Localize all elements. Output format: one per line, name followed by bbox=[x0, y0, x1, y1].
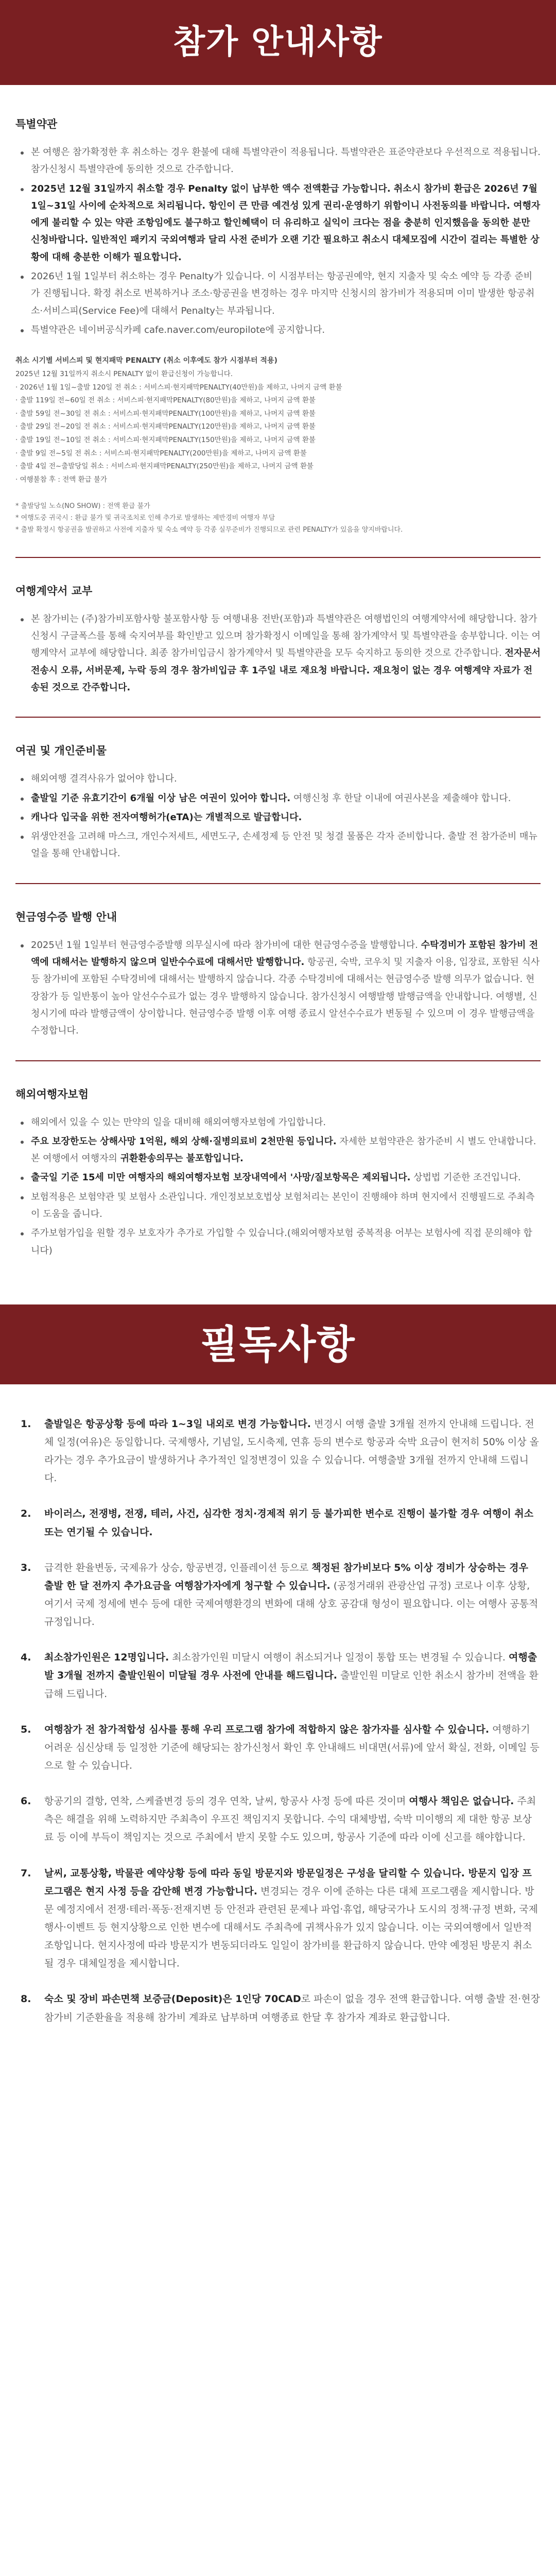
penalty-line: · 출발 59일 전~30일 전 취소 : 서비스피·현지패막PENALTY(100만원)을 제하고, 나머지 금액 환불 bbox=[15, 409, 316, 418]
list-item: 출국일 기준 15세 미만 여행자의 해외여행자보험 보장내역에서 '사망/질보항목은 제외됩니다. 상법법 기준한 조건입니다. bbox=[15, 1169, 541, 1186]
special-terms-title: 특별약관 bbox=[15, 118, 58, 130]
contract-section bbox=[15, 557, 541, 696]
penalty-notes bbox=[15, 500, 541, 536]
penalty-table-title: 취소 시기별 서비스피 및 현지패막 PENALTY (취소 이후에도 참가 시점부터 적용) bbox=[15, 357, 277, 365]
special-terms-section bbox=[15, 116, 541, 536]
penalty-table bbox=[15, 354, 541, 486]
passport-list bbox=[15, 770, 541, 862]
header-banner bbox=[0, 0, 556, 85]
notice-item: 6. 항공기의 결항, 연착, 스케쥴변경 등의 경우 연착, 날씨, 항공사 사정 등에 따른 것이며 여행사 책임은 없습니다. 주최측은 해결을 위해 노력하지만 주최측이 우프진 책임지지 못합니다. 수익 대체방법, 숙박 미이행의 제 대한 항공 보상료 등 이에 부득이 책임지는 것으로 주최에서 받지 못할 수도 있으며, 항공사 기준에 따라 이에 신고를 해야합니다. bbox=[21, 1795, 536, 1843]
notice-item: 5. 여행참가 전 참가적합성 심사를 통해 우리 프로그램 참가에 적합하지 않은 참가자를 심사할 수 있습니다. 여행하기 어려운 심신상태 등 일정한 기준에 해당되는 참가신청서 확인 후 안내해드 비대면(서류)에 앞서 확실, 전화, 이메일 등으로 할 수 있습니다. bbox=[21, 1723, 540, 1772]
list-item: 본 여행은 참가확정한 후 취소하는 경우 환불에 대해 특별약관이 적용됩니다. 특별약관은 표준약관보다 우선적으로 적용됩니다. 참가신청시 특별약관에 동의한 것으로 간주합니다. bbox=[15, 144, 541, 178]
list-item: 2025년 12월 31일까지 취소할 경우 Penalty 없이 납부한 액수 전액환급 가능합니다. 취소시 참가비 환급은 2026년 7월 1일~31일 사이에 순차적으로 처리됩니다. 항인이 큰 만큼 예견성 있게 권리·운영하기 위함이니 사전동의를 바랍니다. 여행자에게 불리할 수 있는 약관 조항임에도 불구하고 할인혜택이 더 유리하고 실익이 크다는 점을 충분히 인지했음을 동의한 분만 신청바랍니다. 일반적인 패키지 국외여행과 달리 사전 준비가 오랜 기간 필요하고 취소시 대체모집에 시간이 걸리는 특별한 상황에 대해 충분한 이해가 필요합니다. bbox=[15, 180, 541, 266]
penalty-line: 2025년 12월 31일까지 취소시 PENALTY 없이 환급신청이 가능합니다. bbox=[15, 369, 233, 378]
info-content bbox=[0, 116, 556, 1259]
receipt-list bbox=[15, 937, 541, 1040]
penalty-note: * 출발당일 노쇼(NO SHOW) : 전액 환급 불가 bbox=[15, 502, 150, 510]
penalty-line: · 여행불참 후 : 전액 환급 불가 bbox=[15, 475, 108, 484]
notice-item: 4. 최소참가인원은 12명입니다. 최소참가인원 미달시 여행이 취소되거나 일정이 통합 또는 변경될 수 있습니다. 여행출발 3개월 전까지 출발인원이 미달될 경우 사전에 안내를 해드립니다. 출발인원 미달로 인한 취소시 참가비 전액을 환급해 드립니다. bbox=[21, 1652, 538, 1700]
list-item: 2025년 1월 1일부터 현금영수증발행 의무실시에 따라 참가비에 대한 현금영수증을 발행합니다. 수탁경비가 포함된 참가비 전액에 대해서는 발행하지 않으며 일반수수료에 대해서만 발행합니다. 항공권, 숙박, 코우치 및 지출자 이용, 입장료, 포함된 식사 등 참가비에 포함된 수탁경비에 대해서는 발행하지 않습니다. 각종 수탁경비에 대해서는 현금영수증 발행 의무가 없습니다. 현장참가 등 일반통이 높아 알선수수료가 없는 경우 발행하지 않습니다. 참가신청시 여행발행 발행금액을 안내합니다. 여행별, 신청시기에 따라 발행금액이 상이합니다. 현금영수증 발행 이후 여행 종료시 알선수수료가 변동될 수 있으며 이 경우 발행금액을 수정합니다. bbox=[15, 937, 541, 1040]
passport-section bbox=[15, 717, 541, 862]
notice-title: 필독사항 bbox=[200, 1321, 356, 1367]
list-item: 특별약관은 네이버공식카페 cafe.naver.com/europilote에 공지합니다. bbox=[15, 321, 541, 338]
special-terms-list bbox=[15, 144, 541, 338]
penalty-line: · 출발 119일 전~60일 전 취소 : 서비스피·현지패막PENALTY(80만원)을 제하고, 나머지 금액 환불 bbox=[15, 396, 316, 405]
notice-item: 8. 숙소 및 장비 파손면책 보증금(Deposit)은 1인당 70CAD로 파손이 없을 경우 전액 환급합니다. 여행 출발 전·현장 참가비 기준환율을 적용해 참가비 계좌로 납부하며 여행종료 한달 후 참가자 계좌로 환급합니다. bbox=[21, 1993, 540, 2023]
penalty-line: · 출발 19일 전~10일 전 취소 : 서비스피·현지패막PENALTY(150만원)을 제하고, 나머지 금액 환불 bbox=[15, 436, 316, 445]
notice-item: 2. 바이러스, 전쟁병, 전쟁, 테러, 사건, 심각한 정치·경제적 위기 등 불가피한 변수로 진행이 불가할 경우 여행이 취소 또는 연기될 수 있습니다. bbox=[21, 1508, 534, 1538]
page-title: 참가 안내사항 bbox=[173, 23, 383, 61]
contract-title: 여행계약서 교부 bbox=[15, 584, 93, 597]
penalty-line: · 2026년 1월 1일~출발 120일 전 취소 : 서비스피·현지패막PENALTY(40만원)을 제하고, 나머지 금액 환불 bbox=[15, 383, 342, 392]
receipt-section bbox=[15, 883, 541, 1040]
notice-item: 1. 출발일은 항공상황 등에 따라 1~3일 내외로 변경 가능합니다. 변경시 여행 출발 3개월 전까지 안내해 드립니다. 전체 일정(여유)은 동일합니다. 국제행사, 기념일, 도시축제, 연휴 등의 변수로 항공과 숙박 요금이 현저히 50% 이상 올라가는 경우 추가요금이 발생하거나 추가적인 일정변경이 있을 수 있습니다. 여행출발 3개월 전까지 안내해 드립니다. bbox=[21, 1418, 540, 1484]
insurance-section bbox=[15, 1060, 541, 1259]
list-item: 주요 보장한도는 상해사망 1억원, 해외 상해·질병의료비 2천만원 등입니다. 자세한 보험약관은 참가준비 시 별도 안내합니다. 본 여행에서 여행자의 귀환환송의무는 불포함입니다. bbox=[15, 1133, 541, 1167]
insurance-list bbox=[15, 1114, 541, 1259]
contract-list bbox=[15, 611, 541, 696]
receipt-title: 현금영수증 발행 안내 bbox=[15, 910, 117, 923]
notice-item: 3. 급격한 환율변동, 국제유가 상승, 항공변경, 인플레이션 등으로 책정된 참가비보다 5% 이상 경비가 상승하는 경우 출발 한 달 전까지 추가요금을 여행참가자에게 청구할 수 있습니다. (공정거래위 관광산업 규정) 코로나 이후 상황, 여기서 국제 정세에 변수 등에 대한 국제여행환경의 변화에 대해 상호 공감대 형성이 필요합니다. 이는 여행사 공통적 규정입니다. bbox=[21, 1562, 538, 1628]
penalty-line: · 출발 29일 전~20일 전 취소 : 서비스피·현지패막PENALTY(120만원)을 제하고, 나머지 금액 환불 bbox=[15, 422, 316, 431]
passport-title: 여권 및 개인준비물 bbox=[15, 744, 107, 757]
penalty-note: * 여행도중 귀국시 : 환급 불가 및 귀국조치로 인해 추가로 발생하는 제반경비 여행자 부담 bbox=[15, 514, 275, 522]
notice-list bbox=[15, 1415, 541, 2027]
notice-item: 7. 날씨, 교통상황, 박물관 예약상황 등에 따라 동일 방문지와 방문일정은 구성을 달리할 수 있습니다. 방문지 입장 프로그램은 현지 사정 등을 감안해 변경 가능합니다. 변경되는 경우 이에 준하는 다른 대체 프로그램을 제시합니다. 방문 예정지에서 전쟁·테러·폭동·전재지변 등 안전과 관련된 문제나 파업·휴업, 해당국가나 도시의 정책·규정 변화, 국제행사·이벤트 등 현지상황으로 인한 변수에 대해서도 주최측에 귀책사유가 있지 않습니다. 이는 국외여행에서 일반적 조항입니다. 현지사정에 따라 방문지가 변동되더라도 일일이 참가비를 환급하지 않습니다. 만약 예정된 방문지 취소될 경우 대체일정을 제시합니다. bbox=[21, 1867, 538, 1970]
list-item: 출발일 기준 유효기간이 6개월 이상 남은 여권이 있어야 합니다. 여행신청 후 한달 이내에 여권사본을 제출해야 합니다. bbox=[15, 790, 541, 807]
list-item: 해외여행 결격사유가 없어야 합니다. bbox=[15, 770, 541, 787]
insurance-title: 해외여행자보험 bbox=[15, 1088, 89, 1100]
penalty-line: · 출발 4일 전~출발당일 취소 : 서비스피·현지패막PENALTY(250만원)을 제하고, 나머지 금액 환불 bbox=[15, 462, 314, 471]
penalty-line: · 출발 9일 전~5일 전 취소 : 서비스피·현지패막PENALTY(200만원)을 제하고, 나머지 금액 환불 bbox=[15, 449, 307, 457]
list-item: 주가보험가입을 원할 경우 보호자가 추가로 가입할 수 있습니다.(해외여행자보험 중복적용 어부는 보험사에 직접 문의해야 합니다) bbox=[15, 1225, 541, 1259]
notice-content bbox=[0, 1384, 556, 2027]
list-item: 2026년 1월 1일부터 취소하는 경우 Penalty가 있습니다. 이 시점부터는 항공권예약, 현지 지출자 및 숙소 예약 등 각종 준비가 진행됩니다. 확정 취소로 번복하거나 조소·항공권을 변경하는 경우 마지막 신청시의 참가비가 적용되며 이미 발생한 항공취소·서비스피(Service Fee)에 대해서 Penalty는 부과됩니다. bbox=[15, 268, 541, 319]
list-item: 해외에서 있을 수 있는 만약의 일을 대비해 해외여행자보험에 가입합니다. bbox=[15, 1114, 541, 1131]
list-item: 보험적용은 보험약관 및 보험사 소관입니다. 개인정보보호법상 보험처리는 본인이 진행해야 하며 현지에서 진행필드로 주최측이 도움을 줍니다. bbox=[15, 1189, 541, 1223]
list-item: 본 참가비는 (주)참가비포함사항 불포함사항 등 여행내용 전반(포함)과 특별약관은 여행법인의 여행계약서에 해당합니다. 참가신청시 구글폭스를 통해 숙지여부를 확인받고 있으며 참가확정시 이메일을 통해 참가계약서 및 특별약관을 송부합니다. 이는 여행계약서 교부에 해당합니다. 최종 참가비입금시 참가계약서 및 특별약관을 모두 숙지하고 동의한 것으로 간주합니다. 전자문서 전송시 오류, 서버문제, 누락 등의 경우 참가비입금 후 1주일 내로 재요청 바랍니다. 재요청이 없는 경우 여행계약 자료가 전송된 것으로 간주합니다. bbox=[15, 611, 541, 696]
list-item: 위생안전을 고려해 마스크, 개인수저세트, 세면도구, 손세정제 등 안전 및 청결 물품은 각자 준비합니다. 출발 전 참가준비 매뉴얼을 통해 안내합니다. bbox=[15, 828, 541, 862]
list-item: 캐나다 입국을 위한 전자여행허가(eTA)는 개별적으로 발급합니다. bbox=[15, 809, 541, 826]
penalty-note: * 출발 확정시 항공권을 발권하고 사전에 지출자 및 숙소 예약 등 각종 실무준비가 진행되므로 관련 PENALTY가 있음을 양지바랍니다. bbox=[15, 526, 403, 534]
notice-banner bbox=[0, 1304, 556, 1384]
